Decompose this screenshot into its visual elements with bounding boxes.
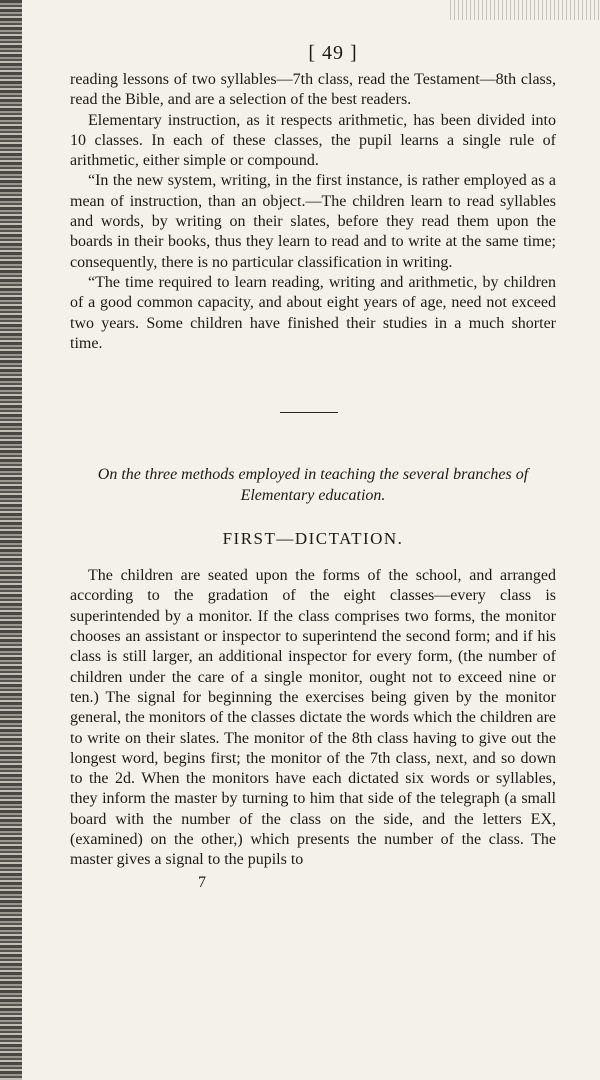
- paragraph-dictation: The children are seated upon the forms of the school, and arranged according to the gradation of the eight classes—every class is superintended by a monitor. If the class comprises two forms, the monitor chooses an assistant or inspector to superintend the second form; and if his class is still larger, an additional inspector for every form, (the number of children under the care of a single monitor, ought not to exceed nine or ten.) The signal for beginning the exercises being given by the monitor general, the monitors of the classes dictate the words which the children are to write on their slates. The monitor of the 8th class having to give out the longest word, begins first; the monitor of the 7th class, next, and so down to the 2d. When the monitors have each dictated six words or syllables, they inform the master by turning to him that side of the telegraph (a small board with the number of the class on the side, and the letters EX, (examined) on the other,) which presents the number of the class. The master gives a signal to the pupils to: [70, 567, 556, 869]
- page-edge-speckle: [450, 0, 600, 20]
- binding-edge: [0, 0, 22, 1080]
- signature-mark: 7: [198, 873, 206, 891]
- section-heading: On the three methods employed in teaching the several branches of Elementary education.: [97, 466, 529, 505]
- paragraph-arithmetic: Elementary instruction, as it respects arithmetic, has been divided into 10 classes. In each of these classes, the pupil learns a single rule of arithmetic, either simple or compound.: [70, 111, 556, 170]
- paragraph-reading-lessons: reading lessons of two syllables—7th class, read the Testament—8th class, read the Bible, and are a selection of the best readers.: [70, 71, 556, 109]
- paragraph-writing: “In the new system, writing, in the first instance, is rather employed as a mean of instruction, than an object.—The children learn to read syllables and words, by writing on their slates, before they read them upon the boards in their books, thus they learn to read and to write at the same time; consequently, there is no particular classification in writing.: [70, 172, 556, 271]
- section-title: FIRST—DICTATION.: [222, 529, 404, 549]
- section-divider-area: [70, 354, 556, 464]
- book-page: [70, 36, 556, 1056]
- page-number: [ 49 ]: [308, 42, 358, 64]
- section-divider: [280, 412, 338, 413]
- paragraph-time-required: “The time required to learn reading, writing and arithmetic, by children of a good common capacity, and about eight years of age, need not exceed two years. Some children have finished their studies in a much shorter time.: [70, 273, 556, 352]
